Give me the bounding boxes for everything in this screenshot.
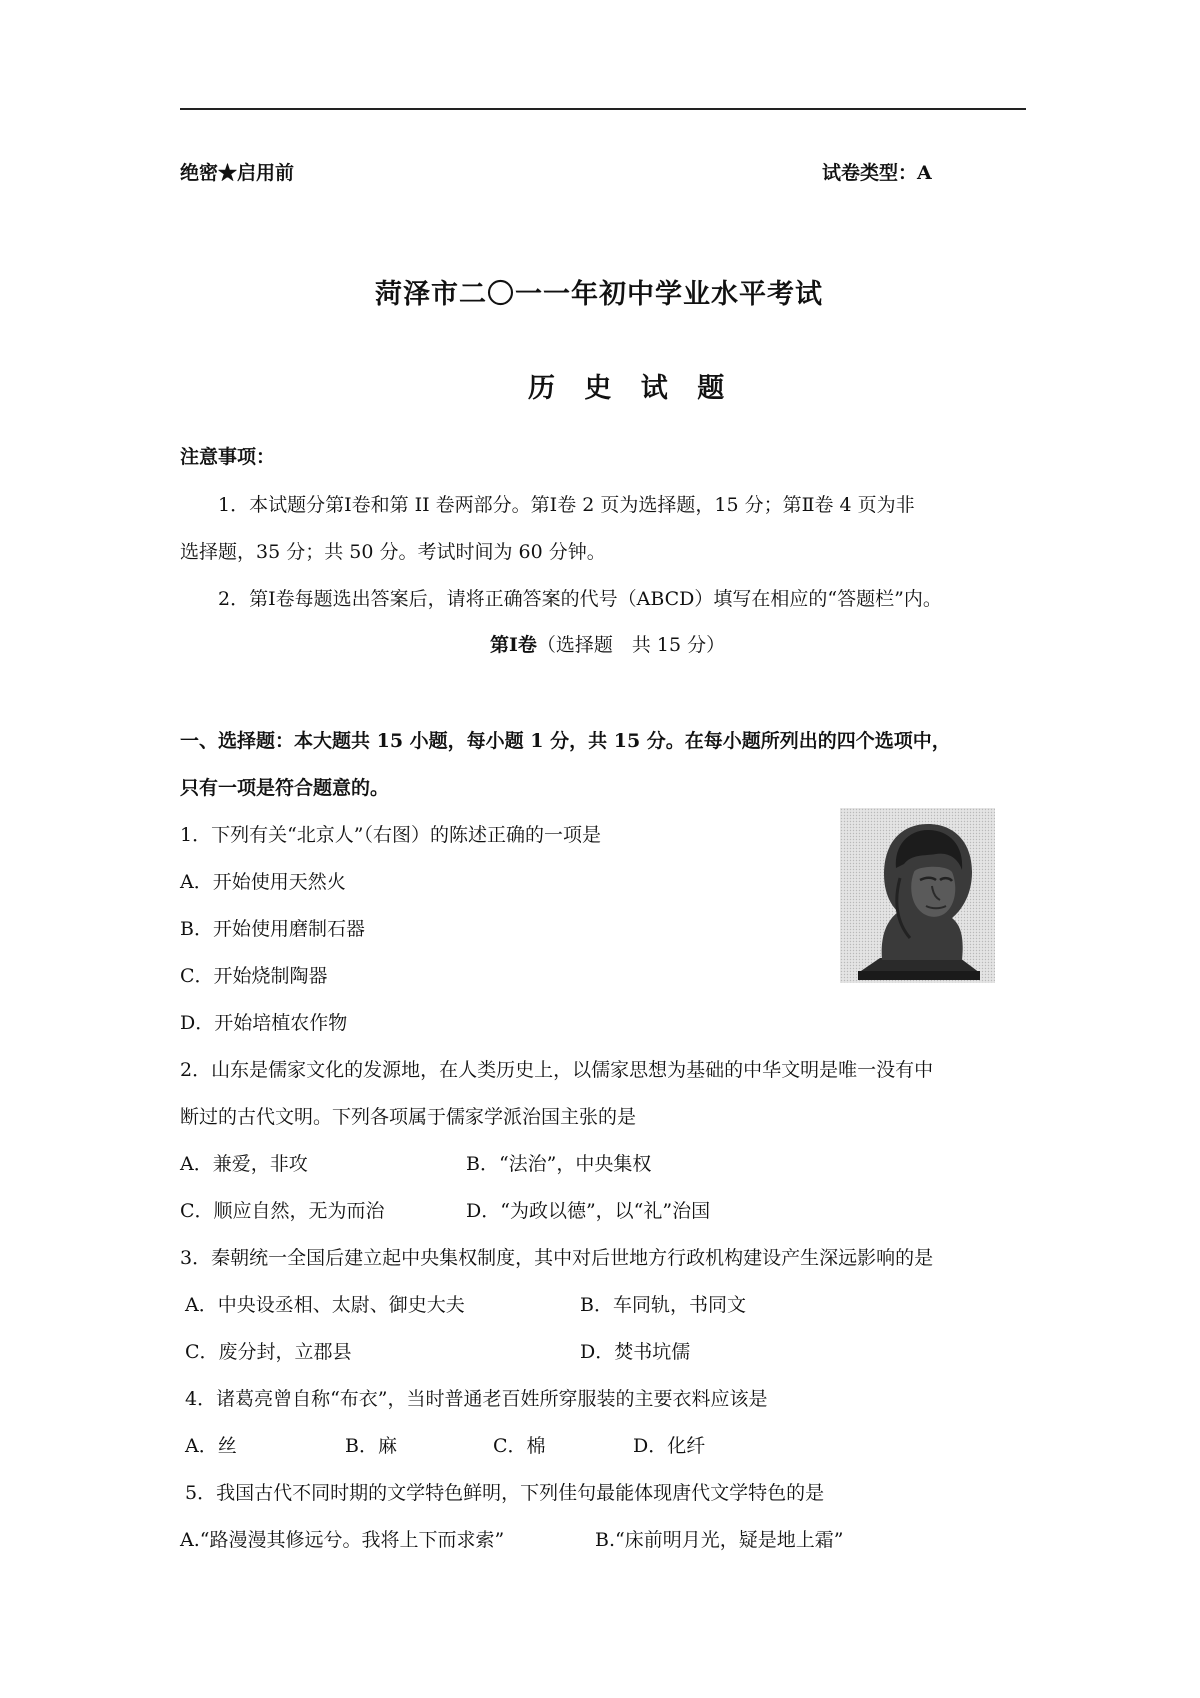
confidential-label: 绝密★启用前 [180, 162, 295, 184]
q5-stem: 5．我国古代不同时期的文学特色鲜明，下列佳句最能体现唐代文学特色的是 [185, 1482, 825, 1504]
q2-option-a: A．兼爱，非攻 [180, 1153, 308, 1175]
q2-option-c: C．顺应自然，无为而治 [180, 1200, 385, 1222]
q1-option-b: B．开始使用磨制石器 [180, 918, 365, 940]
section-instructions: 一、选择题：本大题共 15 小题，每小题 1 分，共 15 分。在每小题所列出的四个选项中， [180, 730, 951, 752]
q4-option-d: D．化纤 [633, 1435, 706, 1457]
notice-item-1: 1．本试题分第Ⅰ卷和第 II 卷两部分。第Ⅰ卷 2 页为选择题，15 分；第Ⅱ卷 4 页为非 [218, 494, 915, 516]
notice-heading: 注意事项： [180, 446, 276, 468]
q3-option-b: B．车同轨，书同文 [580, 1294, 746, 1316]
q1-option-c: C．开始烧制陶器 [180, 965, 328, 987]
q2-stem: 2．山东是儒家文化的发源地，在人类历史上，以儒家思想为基础的中华文明是唯一没有中 [180, 1059, 934, 1081]
header-rule [180, 108, 1026, 110]
section-instructions-cont: 只有一项是符合题意的。 [180, 777, 390, 799]
q1-option-a: A．开始使用天然火 [180, 871, 346, 893]
notice-item-1-cont: 选择题，35 分；共 50 分。考试时间为 60 分钟。 [180, 541, 606, 563]
q2-option-b: B．“法治”，中央集权 [466, 1153, 652, 1175]
q3-stem: 3．秦朝统一全国后建立起中央集权制度，其中对后世地方行政机构建设产生深远影响的是 [180, 1247, 934, 1269]
notice-item-2: 2．第Ⅰ卷每题选出答案后，请将正确答案的代号（ABCD）填写在相应的“答题栏”内。 [218, 588, 942, 610]
q1-stem: 1．下列有关“北京人”（右图）的陈述正确的一项是 [180, 824, 602, 846]
q3-option-a: A．中央设丞相、太尉、御史大夫 [185, 1294, 465, 1316]
exam-title: 菏泽市二〇一一年初中学业水平考试 [375, 279, 823, 310]
subject-title: 历 史 试 题 [528, 373, 735, 404]
peking-man-bust-image [840, 808, 995, 983]
q4-option-c: C．棉 [493, 1435, 546, 1457]
q1-option-d: D．开始培植农作物 [180, 1012, 348, 1034]
q3-option-d: D．焚书坑儒 [580, 1341, 691, 1363]
q4-stem: 4．诸葛亮曾自称“布衣”，当时普通老百姓所穿服装的主要衣料应该是 [185, 1388, 768, 1410]
part1-note: （选择题 共 15 分） [536, 634, 726, 656]
part1-heading [490, 630, 725, 657]
q2-stem-cont: 断过的古代文明。下列各项属于儒家学派治国主张的是 [180, 1106, 637, 1128]
q4-option-b: B．麻 [345, 1435, 397, 1457]
paper-type-label: 试卷类型：A [822, 162, 932, 184]
part1-label: 第Ⅰ卷 [490, 634, 537, 656]
q5-option-b: B.“床前明月光，疑是地上霜” [595, 1529, 844, 1551]
q2-option-d: D．“为政以德”，以“礼”治国 [466, 1200, 711, 1222]
q3-option-c: C．废分封，立郡县 [185, 1341, 352, 1363]
q5-option-a: A.“路漫漫其修远兮。我将上下而求索” [180, 1529, 505, 1551]
q4-option-a: A．丝 [185, 1435, 237, 1457]
